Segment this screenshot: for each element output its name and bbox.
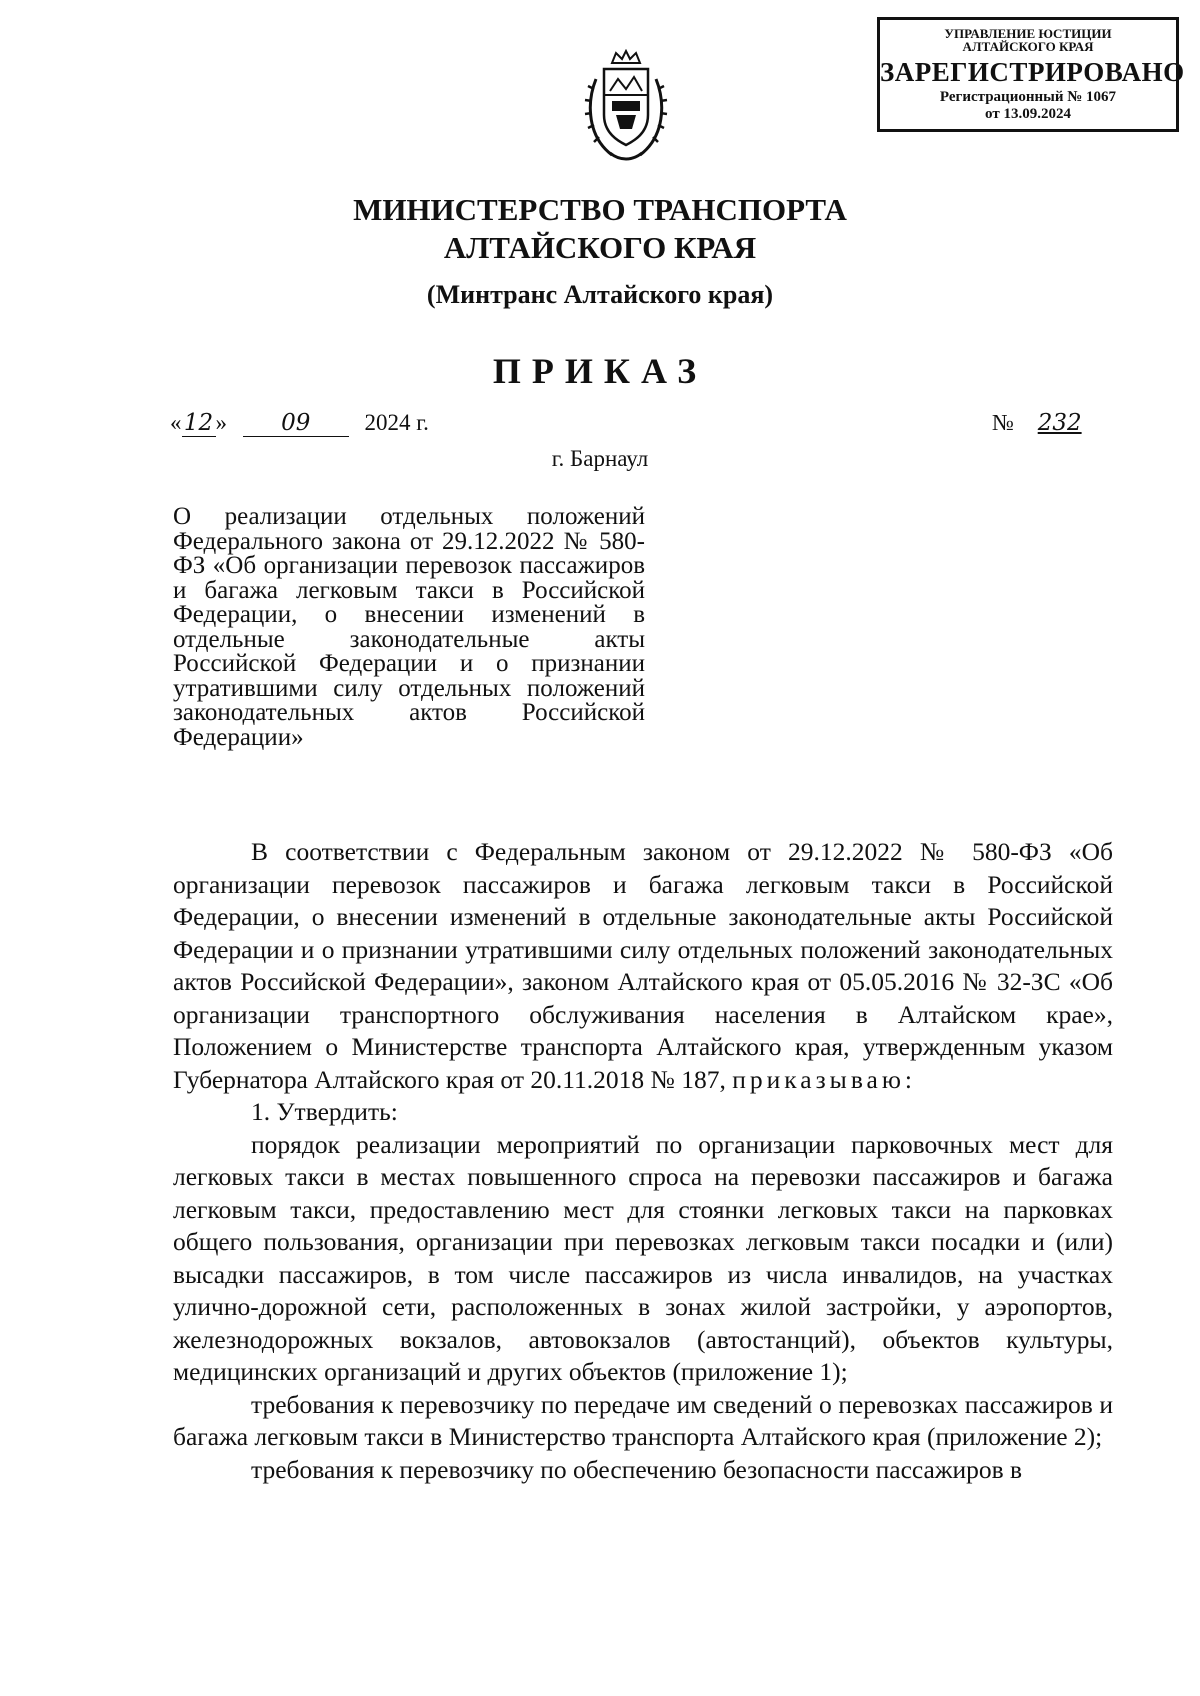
stamp-org-line2: АЛТАЙСКОГО КРАЯ [962, 39, 1094, 54]
stamp-status: ЗАРЕГИСТРИРОВАНО [880, 57, 1185, 87]
stamp-org-line1: УПРАВЛЕНИЕ ЮСТИЦИИ [944, 26, 1112, 41]
stamp-reg-date: от 13.09.2024 [985, 106, 1071, 122]
city: г. Барнаул [551, 446, 649, 471]
date-quote-open: « [170, 410, 182, 435]
paragraph-item-1: 1. Утвердить: [251, 1097, 398, 1126]
paragraph-parking-procedure: порядок реализации мероприятий по организации парковочных мест для легковых такси в местах повышенного спроса на перевозки пассажиров и багажа легковым такси, предоставлению мест для стоянки легковых такси на парковках общего пользования, организации при перевозках легковым такси посадки и (или) высадки пассажиров, в том числе пассажиров из числа инвалидов, на участках улично-дорожной сети, расположенных в зонах жилой застройки, у аэропортов, железнодорожных вокзалов, автовокзалов (автостанций), объектов культуры, медицинских организаций и других объектов (приложение 1); [173, 1129, 1113, 1386]
date-month-handwritten: 09 [243, 410, 349, 437]
number-sign: № [992, 410, 1014, 435]
paragraph-safety-requirements: требования к перевозчику по обеспечению безопасности пассажиров в [251, 1454, 1023, 1484]
date-day-handwritten: 12 [182, 410, 216, 437]
order-word: приказываю: [732, 1064, 916, 1094]
stamp-reg-number: Регистрационный № 1067 [939, 89, 1117, 105]
date-year: 2024 г. [364, 410, 429, 435]
preamble-text: В соответствии с Федеральным законом от 29.12.2022 № 580-ФЗ «Об организации перевозок пассажиров и багажа легковым такси в Российской Федерации, о внесении изменений в отдельные законодательные акты Российской Федерации и о признании утратившими силу отдельных положений законодательных актов Российской Федерации», законом Алтайского края от 05.05.2016 № 32-ЗС «Об организации транспортного обслуживания населения в Алтайском крае», Положением о Министерстве транспорта Алтайского края, утвержденным указом Губернатора Алтайского края от 20.11.2018 № 187, [173, 837, 1113, 1094]
number-handwritten: 232 [1037, 410, 1082, 436]
order-subject: О реализации отдельных положений Федерального закона от 29.12.2022 № 580-ФЗ «Об организации перевозок пассажиров и багажа легковым такси в Российской Федерации, о внесении изменений в отдельные законодательные акты Российской Федерации и о признании утратившими силу отдельных положений законодательных актов Российской Федерации» [173, 503, 645, 751]
paragraph-info-requirements: требования к перевозчику по передаче им сведений о перевозках пассажиров и багажа легковым такси в Министерство транспорта Алтайского края (приложение 2); [173, 1389, 1113, 1451]
order-body [173, 836, 1113, 1486]
ministry-name-line2: АЛТАЙСКОГО КРАЯ [443, 230, 757, 265]
ministry-name-line1: МИНИСТЕРСТВО ТРАНСПОРТА [353, 192, 847, 227]
ministry-short-name: (Минтранс Алтайского края) [426, 280, 774, 309]
document-type-title: ПРИКАЗ [492, 351, 708, 391]
coat-of-arms-icon [582, 49, 670, 167]
paragraph-preamble [173, 836, 1113, 1096]
date-quote-close: » [215, 410, 227, 435]
order-number [992, 410, 1082, 436]
order-date [170, 410, 429, 437]
registration-stamp [877, 17, 1185, 132]
